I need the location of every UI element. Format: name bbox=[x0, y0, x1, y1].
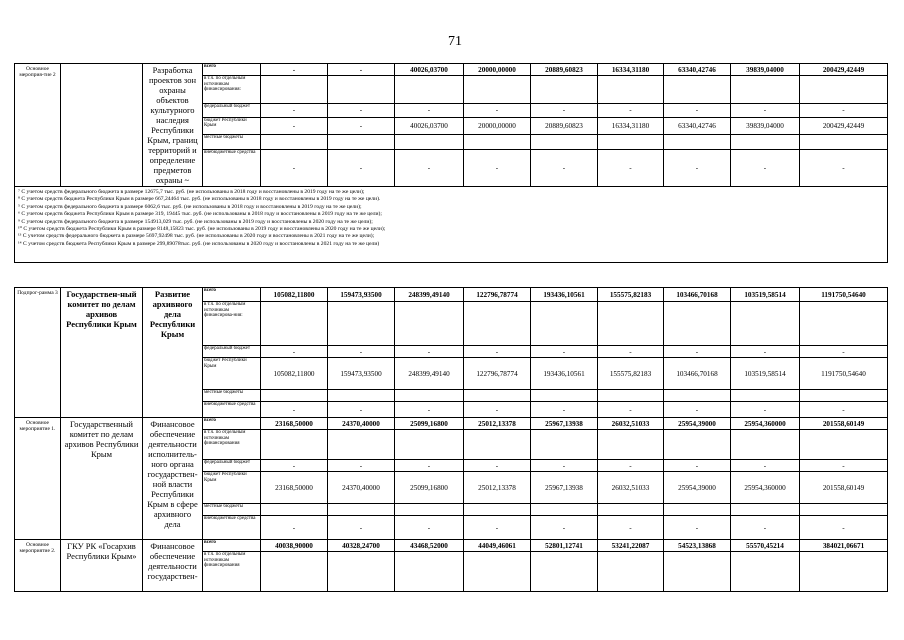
mp2-amount-cell bbox=[598, 135, 664, 149]
mp2-amount-cell: 63340,42746 bbox=[664, 64, 731, 76]
mp2-amount-cell bbox=[664, 76, 731, 103]
row2-amount-cell bbox=[464, 504, 531, 516]
row2-amount-cell: - bbox=[531, 460, 598, 472]
program-table-bottom bbox=[14, 287, 888, 592]
row1-amount-cell bbox=[598, 390, 664, 402]
row1-amount-cell: 103466,70168 bbox=[664, 358, 731, 390]
mp2-amount-cell bbox=[261, 135, 328, 149]
mp2-amount-cell: 16334,31180 bbox=[598, 117, 664, 135]
row2-amount-cell: - bbox=[531, 516, 598, 540]
row2-amount-cell: 25099,16800 bbox=[395, 472, 464, 504]
row2-amount-cell: - bbox=[328, 516, 395, 540]
row2-amount-cell: 201558,60149 bbox=[800, 418, 888, 430]
mp2-amount-cell: - bbox=[598, 103, 664, 117]
row2-amount-cell: 23168,50000 bbox=[261, 472, 328, 504]
row1-amount-cell: - bbox=[328, 346, 395, 358]
mp2-amount-cell bbox=[328, 135, 395, 149]
row1-level-label: Подпрог-рамма 3 bbox=[15, 288, 61, 418]
row2-amount-cell: 23168,50000 bbox=[261, 418, 328, 430]
row3-amount-cell bbox=[800, 552, 888, 592]
row3-level-label: Основное мероприятие 2. bbox=[15, 540, 61, 592]
row2-amount-cell: - bbox=[261, 516, 328, 540]
mp2-amount-cell: 20889,60823 bbox=[531, 64, 598, 76]
footnotes-block bbox=[15, 187, 888, 263]
row1-amount-cell: 105082,11800 bbox=[261, 358, 328, 390]
mp2-amount-cell bbox=[531, 135, 598, 149]
mp2-amount-cell: - bbox=[395, 103, 464, 117]
row2-amount-cell: - bbox=[464, 460, 531, 472]
row1-amount-cell: - bbox=[464, 402, 531, 418]
mp2-amount-cell: - bbox=[664, 103, 731, 117]
mp2-amount-cell: 63340,42746 bbox=[664, 117, 731, 135]
row2-activity-name: Финансовое обеспечение деятельности исполнитель-ного органа государствен-ной власти Республики Крым в сфере архивного дела bbox=[143, 418, 203, 540]
mp2-amount-cell bbox=[395, 76, 464, 103]
row1-funding-source: бюджет Республики Крым bbox=[203, 358, 261, 390]
row3-amount-cell bbox=[664, 552, 731, 592]
row1-activity-name: Развитие архивного дела Республики Крым bbox=[143, 288, 203, 418]
row3-amount-cell bbox=[395, 552, 464, 592]
mp2-source-row bbox=[15, 64, 888, 76]
row1-amount-cell bbox=[598, 302, 664, 346]
mp2-name-mark: ~ bbox=[182, 175, 190, 185]
row1-amount-cell bbox=[395, 302, 464, 346]
mp2-amount-cell bbox=[800, 76, 888, 103]
row1-source-row bbox=[15, 288, 888, 302]
row2-amount-cell bbox=[800, 504, 888, 516]
row1-amount-cell: - bbox=[731, 346, 800, 358]
mp2-amount-cell: 20889,60823 bbox=[531, 117, 598, 135]
row2-amount-cell: 25012,13378 bbox=[464, 472, 531, 504]
row1-amount-cell: 248399,49140 bbox=[395, 288, 464, 302]
mp2-level-label: Основное мероприя-тие 2 bbox=[15, 64, 61, 187]
mp2-funding-source: местные бюджеты bbox=[203, 135, 261, 149]
row2-amount-cell: 25099,16800 bbox=[395, 418, 464, 430]
row1-amount-cell bbox=[731, 390, 800, 402]
row2-amount-cell bbox=[261, 430, 328, 460]
row1-amount-cell bbox=[261, 302, 328, 346]
program-table-top bbox=[14, 63, 888, 263]
row1-amount-cell: - bbox=[395, 402, 464, 418]
mp2-amount-cell: - bbox=[328, 103, 395, 117]
mp2-amount-cell: 20000,00000 bbox=[464, 117, 531, 135]
row3-amount-cell bbox=[598, 552, 664, 592]
mp2-amount-cell: - bbox=[261, 103, 328, 117]
row3-amount-cell bbox=[531, 552, 598, 592]
row1-amount-cell: - bbox=[598, 346, 664, 358]
footnote-line: ⁹ С учетом средств федерального бюджета в размере 154913,029 тыс. руб. (не использованы в 2019 году и восстановлены в 2020 году на те же цели); bbox=[18, 218, 373, 225]
mp2-amount-cell: 20000,00000 bbox=[464, 64, 531, 76]
row3-amount-cell bbox=[464, 552, 531, 592]
mp2-amount-cell bbox=[531, 76, 598, 103]
row2-amount-cell bbox=[395, 430, 464, 460]
footnote-line: ¹⁰ С учетом средств бюджета Республики Крым в размере 8148,15823 тыс. руб. (не использованы в 2019 году и восстановлены в 2020 году на те же цели); bbox=[18, 226, 386, 233]
row1-amount-cell: 122796,78774 bbox=[464, 358, 531, 390]
row1-amount-cell: 155575,82183 bbox=[598, 358, 664, 390]
row3-amount-cell: 52801,12741 bbox=[531, 540, 598, 552]
mp2-amount-cell: 39839,04000 bbox=[731, 117, 800, 135]
row2-amount-cell: - bbox=[464, 516, 531, 540]
row2-amount-cell: 25954,360000 bbox=[731, 472, 800, 504]
row1-amount-cell: 122796,78774 bbox=[464, 288, 531, 302]
mp2-amount-cell: 200429,42449 bbox=[800, 117, 888, 135]
row3-amount-cell: 40038,90000 bbox=[261, 540, 328, 552]
row1-funding-source: федеральный бюджет bbox=[203, 346, 261, 358]
row1-amount-cell bbox=[664, 390, 731, 402]
row2-amount-cell: - bbox=[664, 516, 731, 540]
mp2-amount-cell bbox=[261, 76, 328, 103]
row2-amount-cell: 25954,360000 bbox=[731, 418, 800, 430]
mp2-amount-cell: - bbox=[464, 103, 531, 117]
mp2-amount-cell: - bbox=[800, 103, 888, 117]
row2-funding-source: всего bbox=[203, 418, 261, 430]
row2-amount-cell bbox=[395, 504, 464, 516]
row1-amount-cell: - bbox=[261, 402, 328, 418]
mp2-amount-cell bbox=[464, 135, 531, 149]
row2-executor: Государственный комитет по делам архивов Республики Крым bbox=[61, 418, 143, 540]
row2-funding-source: бюджет Республики Крым bbox=[203, 472, 261, 504]
mp2-amount-cell bbox=[464, 76, 531, 103]
mp2-amount-cell: - bbox=[328, 149, 395, 186]
row2-amount-cell: 25012,13378 bbox=[464, 418, 531, 430]
row1-amount-cell: - bbox=[800, 402, 888, 418]
mp2-amount-cell: 16334,31180 bbox=[598, 64, 664, 76]
row2-amount-cell: 26032,51033 bbox=[598, 418, 664, 430]
row3-executor: ГКУ РК «Госархив Республики Крым» bbox=[61, 540, 143, 592]
row2-amount-cell: - bbox=[731, 460, 800, 472]
row1-amount-cell bbox=[531, 302, 598, 346]
row2-amount-cell: - bbox=[261, 460, 328, 472]
row2-funding-source: местные бюджеты bbox=[203, 504, 261, 516]
row2-amount-cell: - bbox=[800, 460, 888, 472]
row1-funding-source: в т.ч. по отдельным источникам финансирова-ния: bbox=[203, 302, 261, 346]
mp2-amount-cell: - bbox=[395, 149, 464, 186]
mp2-amount-cell: - bbox=[664, 149, 731, 186]
row2-amount-cell: 25967,13938 bbox=[531, 472, 598, 504]
row1-amount-cell: - bbox=[531, 402, 598, 418]
mp2-amount-cell bbox=[395, 135, 464, 149]
row1-amount-cell: 105082,11800 bbox=[261, 288, 328, 302]
page-number: 71 bbox=[448, 34, 462, 49]
row1-funding-source: всего bbox=[203, 288, 261, 302]
row2-amount-cell bbox=[531, 430, 598, 460]
mp2-amount-cell: - bbox=[731, 103, 800, 117]
row1-amount-cell: 1191750,54640 bbox=[800, 358, 888, 390]
mp2-amount-cell: - bbox=[464, 149, 531, 186]
mp2-funding-source: внебюджетные средства bbox=[203, 149, 261, 186]
row2-amount-cell: 25954,39000 bbox=[664, 418, 731, 430]
row2-amount-cell bbox=[598, 504, 664, 516]
mp2-funding-source: бюджет Республики Крым bbox=[203, 117, 261, 135]
row1-amount-cell bbox=[328, 302, 395, 346]
row2-amount-cell bbox=[328, 430, 395, 460]
mp2-amount-cell bbox=[664, 135, 731, 149]
row1-executor: Государствен-ный комитет по делам архивов Республики Крым bbox=[61, 288, 143, 418]
row3-amount-cell bbox=[731, 552, 800, 592]
row3-amount-cell: 55570,45214 bbox=[731, 540, 800, 552]
footnote-line: ⁵ С учетом средств федерального бюджета в размере 6062,6 тыс. руб. (не использованы в 2018 году и восстановлены в 2019 году на те же цели); bbox=[18, 203, 362, 210]
row1-amount-cell bbox=[531, 390, 598, 402]
row1-amount-cell bbox=[261, 390, 328, 402]
row2-amount-cell: 24370,40000 bbox=[328, 418, 395, 430]
row2-amount-cell bbox=[598, 430, 664, 460]
row1-funding-source: местные бюджеты bbox=[203, 390, 261, 402]
mp2-amount-cell bbox=[800, 135, 888, 149]
mp2-amount-cell: - bbox=[261, 149, 328, 186]
row2-amount-cell: - bbox=[598, 460, 664, 472]
row2-amount-cell: 25954,39000 bbox=[664, 472, 731, 504]
row1-amount-cell: 193436,10561 bbox=[531, 358, 598, 390]
footnote-line: ¹⁴ С учетом средств бюджета Республики Крым в размере 299,89078тыс. руб. (не использованы в 2020 году и восстановлены в 2021 году на те же цели) bbox=[18, 240, 380, 247]
row2-amount-cell: 201558,60149 bbox=[800, 472, 888, 504]
row2-amount-cell bbox=[328, 504, 395, 516]
row3-amount-cell: 54523,13868 bbox=[664, 540, 731, 552]
mp2-amount-cell: - bbox=[531, 149, 598, 186]
mp2-amount-cell: - bbox=[328, 117, 395, 135]
row3-amount-cell: 53241,22087 bbox=[598, 540, 664, 552]
row3-amount-cell bbox=[328, 552, 395, 592]
mp2-amount-cell: - bbox=[800, 149, 888, 186]
row2-level-label: Основное мероприятие 1. bbox=[15, 418, 61, 540]
row1-amount-cell: - bbox=[531, 346, 598, 358]
row2-amount-cell bbox=[731, 430, 800, 460]
row1-amount-cell bbox=[328, 390, 395, 402]
mp2-activity-name: Разработка проектов зон охраны объектов культурного наследия Республики Крым, границ территорий и определение предметов охраны ~ bbox=[143, 64, 203, 187]
row1-amount-cell: 159473,93500 bbox=[328, 358, 395, 390]
footnotes-row bbox=[15, 187, 888, 263]
row3-funding-source: всего bbox=[203, 540, 261, 552]
mp2-amount-cell: - bbox=[261, 64, 328, 76]
row3-amount-cell: 44049,46061 bbox=[464, 540, 531, 552]
row1-amount-cell: 103466,70168 bbox=[664, 288, 731, 302]
row3-amount-cell: 43468,52000 bbox=[395, 540, 464, 552]
row2-amount-cell bbox=[800, 430, 888, 460]
row1-amount-cell: 1191750,54640 bbox=[800, 288, 888, 302]
row1-amount-cell: 248399,49140 bbox=[395, 358, 464, 390]
row1-amount-cell: - bbox=[598, 402, 664, 418]
row1-amount-cell: - bbox=[731, 402, 800, 418]
row2-amount-cell: 26032,51033 bbox=[598, 472, 664, 504]
row1-amount-cell bbox=[800, 302, 888, 346]
mp2-funding-source: федеральный бюджет bbox=[203, 103, 261, 117]
row2-amount-cell: - bbox=[598, 516, 664, 540]
row2-amount-cell: 24370,40000 bbox=[328, 472, 395, 504]
mp2-amount-cell: 200429,42449 bbox=[800, 64, 888, 76]
row1-amount-cell: 159473,93500 bbox=[328, 288, 395, 302]
mp2-funding-source: всего bbox=[203, 64, 261, 76]
row2-amount-cell bbox=[664, 430, 731, 460]
row1-amount-cell bbox=[464, 390, 531, 402]
row1-amount-cell bbox=[800, 390, 888, 402]
mp2-amount-cell bbox=[731, 135, 800, 149]
mp2-amount-cell: 40026,03700 bbox=[395, 117, 464, 135]
row1-amount-cell: - bbox=[261, 346, 328, 358]
row2-amount-cell: - bbox=[395, 516, 464, 540]
row2-amount-cell bbox=[464, 430, 531, 460]
row1-funding-source: внебюджетные средства bbox=[203, 402, 261, 418]
row1-amount-cell: 155575,82183 bbox=[598, 288, 664, 302]
row2-amount-cell bbox=[261, 504, 328, 516]
row3-activity-name: Финансовое обеспечение деятельности государствен- bbox=[143, 540, 203, 592]
row2-source-row bbox=[15, 418, 888, 430]
row1-amount-cell bbox=[464, 302, 531, 346]
row2-amount-cell: - bbox=[664, 460, 731, 472]
row3-source-row bbox=[15, 540, 888, 552]
row2-amount-cell: - bbox=[731, 516, 800, 540]
mp2-amount-cell: - bbox=[598, 149, 664, 186]
row2-amount-cell: - bbox=[800, 516, 888, 540]
row2-amount-cell: 25967,13938 bbox=[531, 418, 598, 430]
row1-amount-cell bbox=[731, 302, 800, 346]
row1-amount-cell: - bbox=[800, 346, 888, 358]
row2-funding-source: внебюджетные средства bbox=[203, 516, 261, 540]
mp2-amount-cell bbox=[328, 76, 395, 103]
row3-amount-cell: 40328,24700 bbox=[328, 540, 395, 552]
row2-funding-source: федеральный бюджет bbox=[203, 460, 261, 472]
row1-amount-cell: - bbox=[664, 402, 731, 418]
row3-funding-source: в т.ч. по отдельным источникам финансирования bbox=[203, 552, 261, 592]
footnote-line: ¹³ С учетом средств федерального бюджета в размере 5697,92498 тыс. руб. (не использованы в 2020 году и восстановлены в 2021 году на те же цели); bbox=[18, 233, 375, 240]
row3-amount-cell bbox=[261, 552, 328, 592]
mp2-amount-cell bbox=[598, 76, 664, 103]
mp2-executor bbox=[61, 64, 143, 187]
row2-amount-cell: - bbox=[328, 460, 395, 472]
row2-amount-cell: - bbox=[395, 460, 464, 472]
row1-amount-cell: 103519,58514 bbox=[731, 358, 800, 390]
footnote-line: ⁷ С учетом средств федерального бюджета в размере 12675,7 тыс. руб. (не использованы в 2018 году и восстановлены в 2019 году на те же цели); bbox=[18, 189, 365, 195]
footnote-line: ⁸ С учетом средств бюджета Республики Крым в размере 667,24464 тыс. руб. (не использованы в 2018 году и восстановлены в 2019 году на те же цели). bbox=[18, 196, 381, 203]
mp2-amount-cell: 40026,03700 bbox=[395, 64, 464, 76]
row2-funding-source: в т.ч. по отдельным источникам финансирования bbox=[203, 430, 261, 460]
row2-amount-cell bbox=[731, 504, 800, 516]
row1-amount-cell bbox=[664, 302, 731, 346]
row1-amount-cell: 103519,58514 bbox=[731, 288, 800, 302]
mp2-funding-source: в т.ч. по отдельным источникам финансирования: bbox=[203, 76, 261, 103]
row1-amount-cell: - bbox=[328, 402, 395, 418]
row1-amount-cell bbox=[395, 390, 464, 402]
row2-amount-cell bbox=[531, 504, 598, 516]
mp2-amount-cell: - bbox=[731, 149, 800, 186]
row1-amount-cell: - bbox=[395, 346, 464, 358]
mp2-amount-cell: 39839,04000 bbox=[731, 64, 800, 76]
row3-amount-cell: 384021,06671 bbox=[800, 540, 888, 552]
mp2-amount-cell bbox=[731, 76, 800, 103]
row2-amount-cell bbox=[664, 504, 731, 516]
mp2-amount-cell: - bbox=[328, 64, 395, 76]
mp2-amount-cell: - bbox=[531, 103, 598, 117]
row1-amount-cell: 193436,10561 bbox=[531, 288, 598, 302]
footnote-line: ⁶ С учетом средств бюджета Республики Крым в размере 319, 19445 тыс. руб. (не использованы в 2018 году и восстановлены в 2019 году на те же цели); bbox=[18, 211, 382, 218]
row1-amount-cell: - bbox=[664, 346, 731, 358]
mp2-amount-cell: - bbox=[261, 117, 328, 135]
row1-amount-cell: - bbox=[464, 346, 531, 358]
